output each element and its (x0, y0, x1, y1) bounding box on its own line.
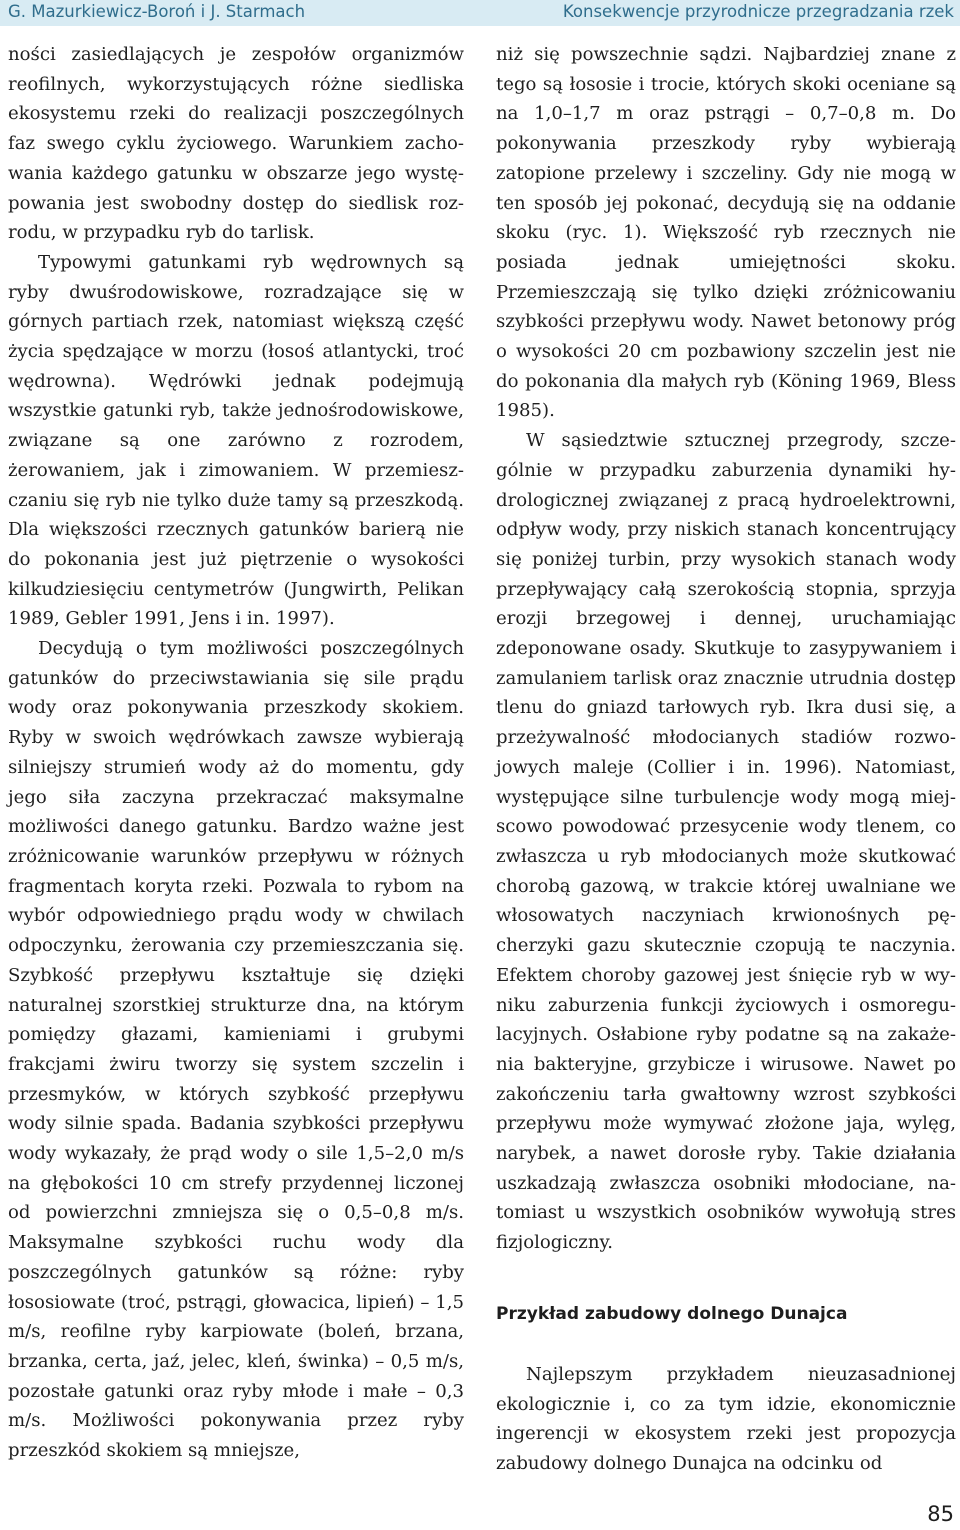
paragraph: Decydują o tym możliwości poszczególnych gatunków do przeciwstawiania się sile prądu wody oraz pokonywania przeszkody skokiem. Ryby w swoich wędrówkach zawsze wybierają silniejszy strumień wody aż do momentu, gdy jego siła zaczyna przekraczać maksymalne możliwości danego gatunku. Bardzo ważne jest zróżnicowanie warunków przepływu w różnych fragmentach koryta rzeki. Pozwala to rybom na wybór odpowiedniego prądu wody w chwilach odpoczynku, żerowania czy przemieszczania się. Szybkość przepływu kształtuje się dzięki naturalnej szorstkiej strukturze dna, na którym pomiędzy głazami, kamieniami i grubymi frakcjami żwiru tworzy się system szczelin i przesmyków, w których szybkość przepływu wody silnie spada. Badania szybkości przepływu wody wykazały, że prąd wody o sile 1,5–2,0 m/s na głębokości 10 cm strefy przydennej liczonej od powierzchni zmniejsza się o 0,5–0,8 m/s. Maksymalne szybkości ruchu wody dla poszczególnych gatunków są różne: ryby łososiowate (troć, pstrągi, głowacica, lipień) – 1,5 m/s, reofilne ryby karpiowate (boleń, brzana, brzanka, certa, jaź, jelec, kleń, świnka) – 0,5 m/s, pozostałe gatunki oraz ryby młode i małe – 0,3 m/s. Możliwości pokonywania przez ryby przeszkód skokiem są mniejsze, (8, 638, 464, 1462)
left-column (8, 40, 464, 1466)
header-authors: G. Mazurkiewicz-Boroń i J. Starmach (8, 2, 306, 21)
paragraph: Najlepszym przykładem nieuzasadnionej ekologicznie i, co za tym idzie, ekonomicznie ingerencji w ekosystem rzeki jest propozycja zabudowy dolnego Dunajca na odcinku od (496, 1363, 956, 1474)
paragraph: Typowymi gatunkami ryb wędrownych są ryby dwuśrodowiskowe, rozradzające się w górnych partiach rzek, natomiast większą część życia spędzające w morzu (łosoś atlantycki, troć wędrowna). Wędrówki jednak podejmują wszystkie gatunki ryb, także jednośrodowiskowe, związane są one zarówno z rozrodem, żerowaniem, jak i zimowaniem. W przemieszczaniu się ryb nie tylko duże tamy są przeszkodą. Dla większości rzecznych gatunków barierą nie do pokonania jest już piętrzenie o wysokości kilkudziesięciu centymetrów (Jungwirth, Pelikan 1989, Gebler 1991, Jens i in. 1997). (8, 251, 464, 630)
paragraph: W sąsiedztwie sztucznej przegrody, szczególnie w przypadku zaburzenia dynamiki hydrologicznej związanej z pracą hydroelektrowni, odpływ wody, przy niskich stanach koncentrujący się poniżej turbin, przy wysokich stanach wody przepływający całą szerokością stopnia, sprzyja erozji brzegowej i dennej, uruchamiając zdeponowane osady. Skutkuje to zasypywaniem i zamulaniem tarlisk oraz znacznie utrudnia dostęp tlenu do gniazd tarłowych ryb. Ikra dusi się, a przeżywalność młodocianych stadiów rozwojowych maleje (Collier i in. 1996). Natomiast, występujące silne turbulencje wody mogą miejscowo powodować przesycenie wody tlenem, co zwłaszcza u ryb młodocianych może skutkować chorobą gazową, w trakcie której uwalniane we włosowatych naczyniach krwionośnych pęcherzyki gazu skutecznie czopują te naczynia. Efektem choroby gazowej jest śnięcie ryb w wyniku zaburzenia funkcji życiowych i osmoregulacyjnych. Osłabione ryby podatne są na zakażenia bakteryjne, grzybicze i wirusowe. Nawet po zakończeniu tarła gwałtowny wzrost szybkości przepływu może wymywać złożone jaja, wylęg, narybek, a nawet dorosłe ryby. Takie działania uszkadzają zwłaszcza osobniki młodociane, natomiast u wszystkich osobników wywołują stres fizjologiczny. (496, 430, 956, 1254)
paragraph: ności zasiedlających je zespołów organizmów reofilnych, wykorzystujących różne siedliska ekosystemu rzeki do realizacji poszczególnych faz swego cyklu życiowego. Warunkiem zachowania każdego gatunku w obszarze jego występowania jest swobodny dostęp do siedlisk rozrodu, w przypadku ryb do tarlisk. (8, 44, 464, 244)
page-number: 85 (927, 1502, 954, 1526)
section-heading: Przykład zabudowy dolnego Dunajca (496, 1303, 848, 1324)
right-column (496, 40, 956, 1479)
paragraph: niż się powszechnie sądzi. Najbardziej znane z tego są łososie i trocie, których skoki oceniane są na 1,0–1,7 m oraz pstrągi – 0,7–0,8 m. Do pokonywania przeszkody ryby wybierają zatopione przelewy i szczeliny. Gdy nie mogą w ten sposób jej pokonać, decydują się na oddanie skoku (ryc. 1). Większość ryb rzecznych nie posiada jednak umiejętności skoku. Przemieszczają się tylko dzięki zróżnicowaniu szybkości przepływu wody. Nawet betonowy próg o wysokości 20 cm pozbawiony szczelin jest nie do pokonania dla małych ryb (Köning 1969, Bless 1985). (496, 44, 956, 422)
running-header (0, 0, 960, 26)
header-title: Konsekwencje przyrodnicze przegradzania rzek (562, 2, 954, 21)
